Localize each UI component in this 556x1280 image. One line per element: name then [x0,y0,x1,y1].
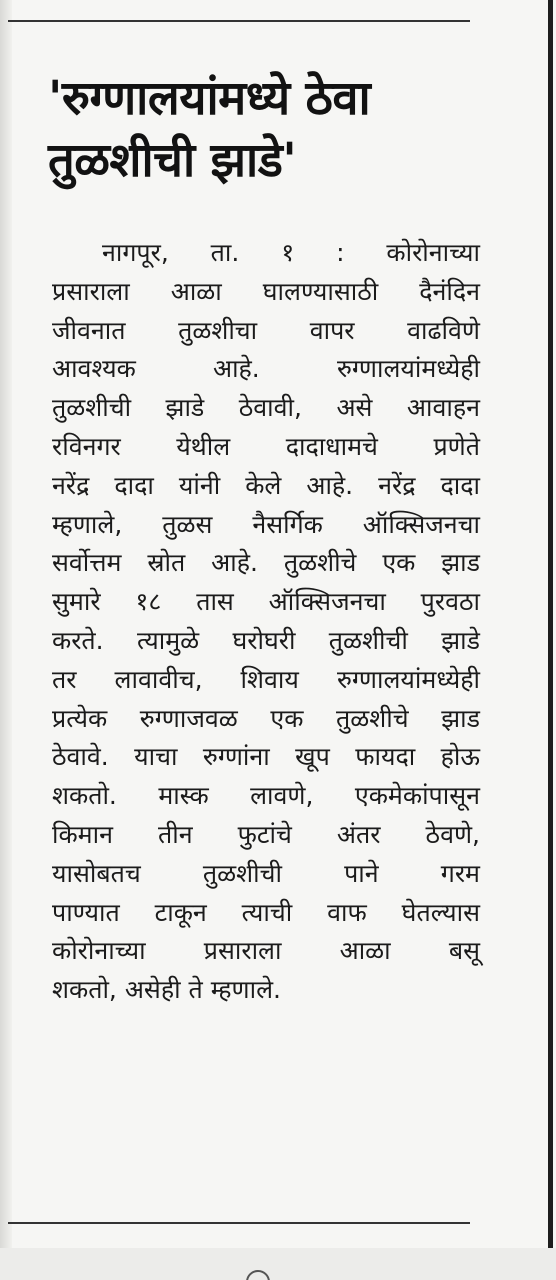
bottom-rule [8,1222,470,1224]
column-border [548,0,553,1248]
body-line: आवश्यक आहे. रुग्णालयांमध्येही [52,354,480,384]
article-body [52,234,480,1010]
body-line: प्रसाराला आळा घालण्यासाठी दैनंदिन [52,276,480,306]
body-line: शकतो, असेही ते म्हणाले. [52,975,281,1005]
body-line: ठेवावे. याचा रुग्णांना खूप फायदा होऊ [52,742,480,772]
body-line: करते. त्यामुळे घरोघरी तुळशीची झाडे [52,625,480,655]
body-line: जीवनात तुळशीचा वापर वाढविणे [52,315,480,345]
body-line: सुमारे १८ तास ऑक्सिजनचा पुरवठा [52,587,480,617]
body-line: किमान तीन फुटांचे अंतर ठेवणे, [52,819,480,849]
body-line: प्रत्येक रुग्णाजवळ एक तुळशीचे झाड [52,703,480,733]
body-line: शकतो. मास्क लावणे, एकमेकांपासून [52,781,480,811]
headline-line-2: तुळशीची झाडे' [48,133,297,188]
body-line: म्हणाले, तुळस नैसर्गिक ऑक्सिजनचा [52,509,480,539]
body-line: कोरोनाच्या प्रसाराला आळा बसू [52,936,480,966]
body-line: पाण्यात टाकून त्याची वाफ घेतल्यास [52,897,480,927]
article-headline [48,68,478,192]
bottom-strip [0,1248,556,1280]
adjacent-column-edge [0,0,12,1280]
body-line: रविनगर येथील दादाधामचे प्रणेते [52,431,480,461]
body-line: यासोबतच तुळशीची पाने गरम [52,858,480,888]
body-line: सर्वोत्तम स्रोत आहे. तुळशीचे एक झाड [52,548,480,578]
body-line: नरेंद्र दादा यांनी केले आहे. नरेंद्र दादा [52,470,480,500]
body-line: तर लावावीच, शिवाय रुग्णालयांमध्येही [52,664,480,694]
body-line: तुळशीची झाडे ठेवावी, असे आवाहन [52,393,480,423]
body-line: नागपूर, ता. १ : कोरोनाच्या [102,238,480,267]
top-rule [8,20,470,22]
headline-line-1: 'रुग्णालयांमध्ये ठेवा [48,71,371,126]
